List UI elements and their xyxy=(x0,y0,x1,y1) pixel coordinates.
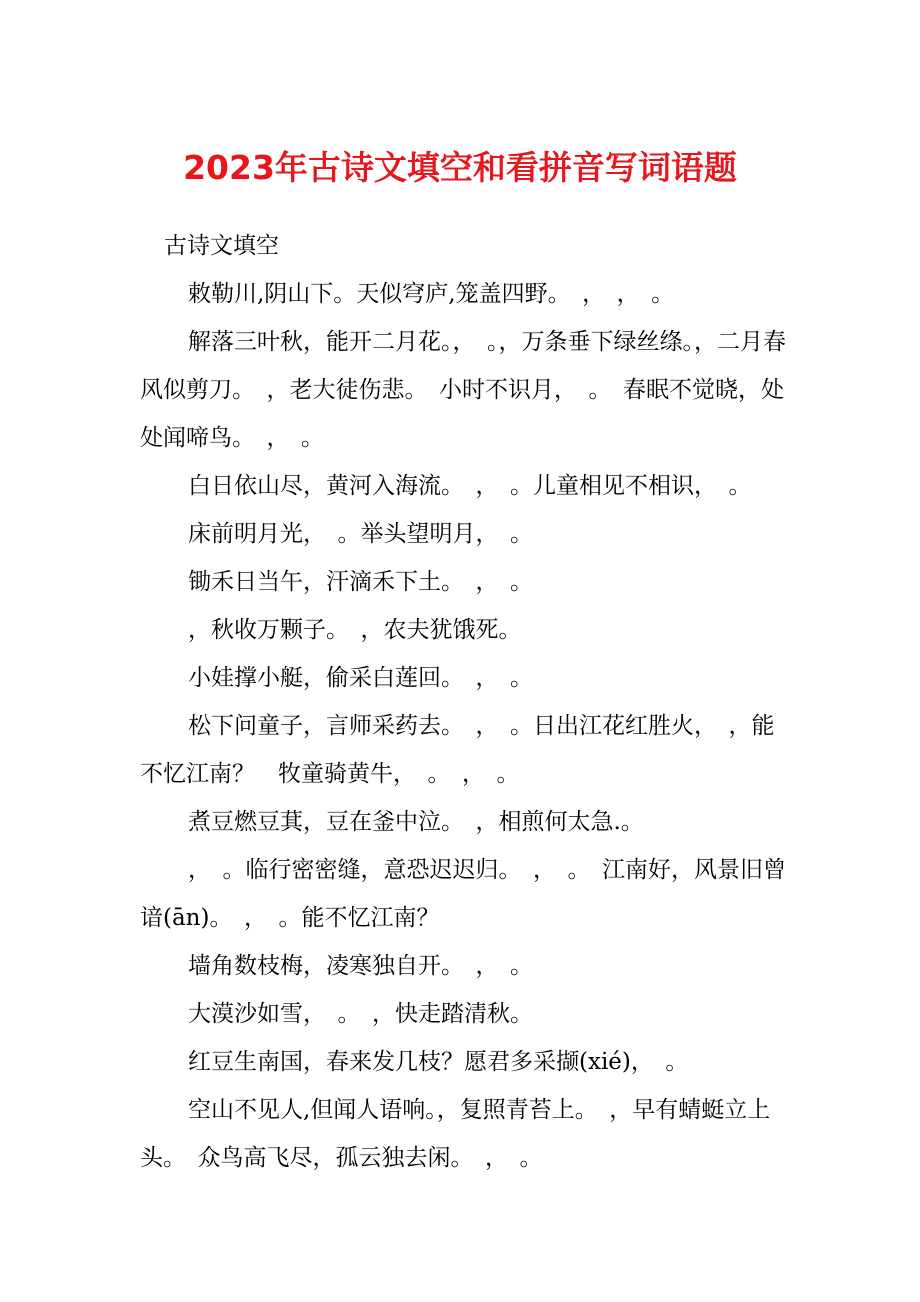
poem-paragraph: 白日依山尽，黄河入海流。 ， 。儿童相见不相识， 。 xyxy=(188,473,752,499)
document-title: 2023年古诗文填空和看拼音写词语题 xyxy=(183,148,737,187)
section-heading: 古诗文填空 xyxy=(164,233,279,259)
poem-paragraph: 墙角数枝梅，凌寒独自开。 ， 。 xyxy=(188,953,533,979)
poem-paragraph: 空山不见人,但闻人语响。，复照青苔上。 ，早有蜻蜓立上头。 众鸟高飞尽，孤云独去闲。 ， 。 xyxy=(140,1097,771,1171)
poem-paragraph: 敕勒川,阴山下。天似穹庐,笼盖四野。 ， ， 。 xyxy=(188,281,675,307)
poem-paragraph: 松下问童子，言师采药去。 ， 。日出江花红胜火， ，能不忆江南？ 牧童骑黄牛， 。 ， 。 xyxy=(140,713,775,787)
poem-paragraph: ， 。临行密密缝，意恐迟迟归。 ， 。 江南好，风景旧曾谙(ān)。 ， 。能不忆江南？ xyxy=(140,857,786,931)
poem-paragraph: ，秋收万颗子。 ，农夫犹饿死。 xyxy=(188,617,522,643)
poem-paragraph: 大漠沙如雪， 。 ，快走踏清秋。 xyxy=(188,1001,533,1027)
poem-paragraph: 煮豆燃豆萁，豆在釜中泣。 ，相煎何太急.。 xyxy=(188,809,644,835)
poem-paragraph: 锄禾日当午，汗滴禾下土。 ， 。 xyxy=(188,569,533,595)
poem-paragraph: 解落三叶秋，能开二月花。， 。，万条垂下绿丝绦。，二月春风似剪刀。 ，老大徒伤悲。 小时不识月， 。 春眠不觉晓，处处闻啼鸟。 ， 。 xyxy=(140,329,786,451)
poem-paragraph: 床前明月光， 。举头望明月， 。 xyxy=(188,521,533,547)
poem-paragraph: 小娃撑小艇，偷采白莲回。 ， 。 xyxy=(188,665,533,691)
poem-paragraph: 红豆生南国，春来发几枝？愿君多采撷(xié)， 。 xyxy=(188,1049,689,1075)
document-body xyxy=(140,222,790,1182)
